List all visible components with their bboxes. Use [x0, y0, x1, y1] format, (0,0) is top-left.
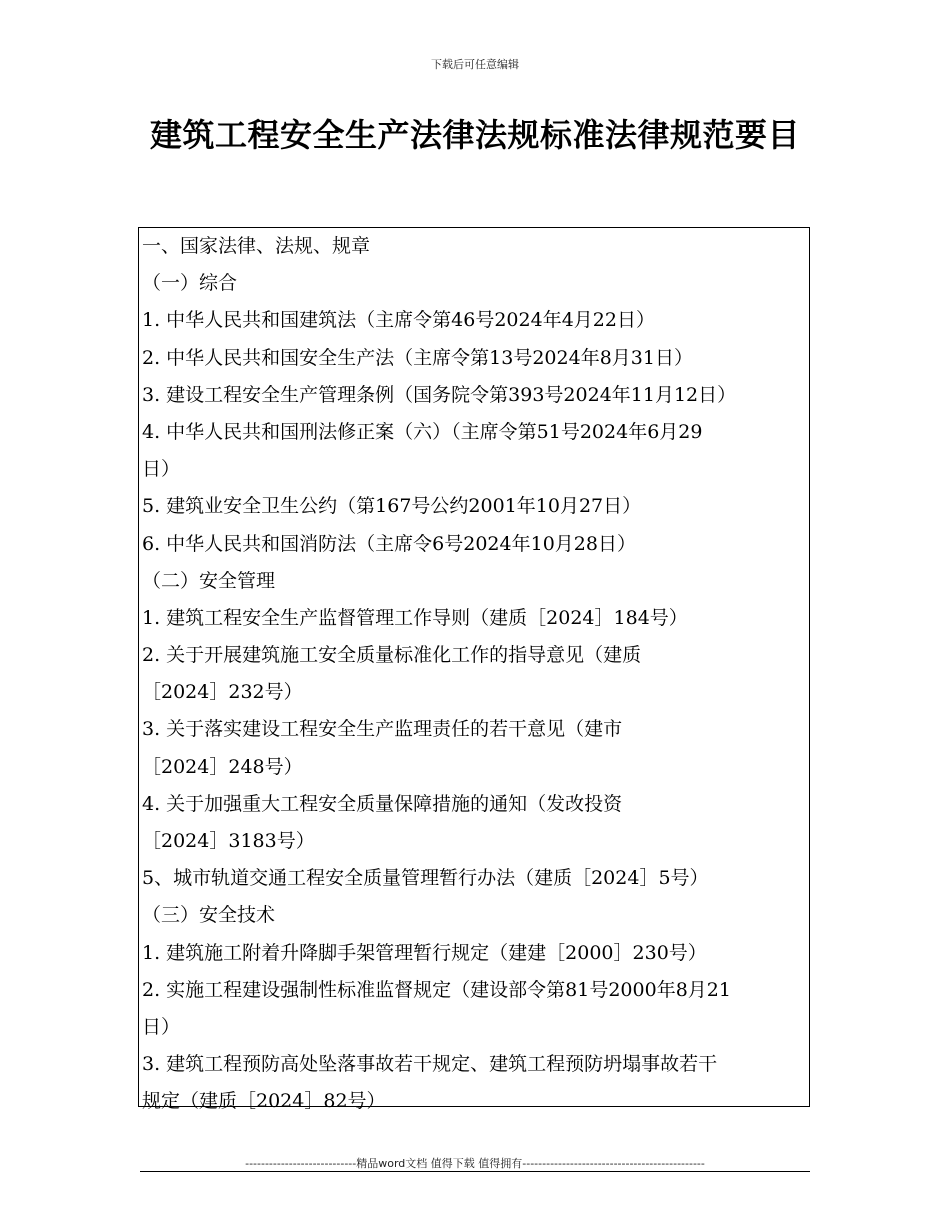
list-item: 6. 中华人民共和国消防法（主席令6号2024年10月28日） — [142, 532, 636, 555]
list-item: 5. 建筑业安全卫生公约（第167号公约2001年10月27日） — [142, 495, 642, 518]
list-item: 1. 建筑施工附着升降脚手架管理暂行规定（建建［2000］230号） — [142, 941, 707, 964]
list-item: 4. 关于加强重大工程安全质量保障措施的通知（发改投资 — [142, 792, 623, 815]
list-item: 5、城市轨道交通工程安全质量管理暂行办法（建质［2024］5号） — [142, 867, 709, 890]
page-header-note: 下载后可任意编辑 — [431, 58, 519, 71]
list-item: （一）综合 — [142, 272, 238, 295]
list-item: 2. 中华人民共和国安全生产法（主席令第13号2024年8月31日） — [142, 346, 693, 369]
list-item: 3. 建设工程安全生产管理条例（国务院令第393号2024年11月12日） — [142, 383, 737, 406]
list-item: 3. 建筑工程预防高处坠落事故若干规定、建筑工程预防坍塌事故若干 — [142, 1053, 718, 1076]
document-title: 建筑工程安全生产法律法规标准法律规范要目 — [149, 116, 800, 154]
list-item: 日） — [142, 458, 181, 481]
list-item: 2. 关于开展建筑施工安全质量标准化工作的指导意见（建质 — [142, 644, 642, 667]
list-item: （三）安全技术 — [142, 904, 276, 927]
list-item: 1. 中华人民共和国建筑法（主席令第46号2024年4月22日） — [142, 309, 655, 332]
footer-divider — [140, 1171, 810, 1172]
list-item: ［2024］248号） — [142, 755, 303, 778]
page-footer-note: ----------------------------精品word文档 值得下载 值得拥有---------------------------------------------- — [245, 1157, 705, 1170]
list-item: ［2024］232号） — [142, 681, 303, 704]
content-list — [142, 228, 809, 1121]
list-item: 2. 实施工程建设强制性标准监督规定（建设部令第81号2000年8月21 — [142, 978, 731, 1001]
list-item: 一、国家法律、法规、规章 — [142, 235, 371, 257]
list-item: ［2024］3183号） — [142, 830, 315, 852]
content-table — [138, 227, 810, 1113]
list-item: 1. 建筑工程安全生产监督管理工作导则（建质［2024］184号） — [142, 606, 688, 629]
list-item: 规定（建质［2024］82号） — [142, 1090, 386, 1113]
list-item: 3. 关于落实建设工程安全生产监理责任的若干意见（建市 — [142, 718, 623, 741]
list-item: 4. 中华人民共和国刑法修正案（六）（主席令第51号2024年6月29 — [142, 420, 703, 443]
list-item: 日） — [142, 1015, 181, 1038]
list-item: （二）安全管理 — [142, 569, 276, 592]
